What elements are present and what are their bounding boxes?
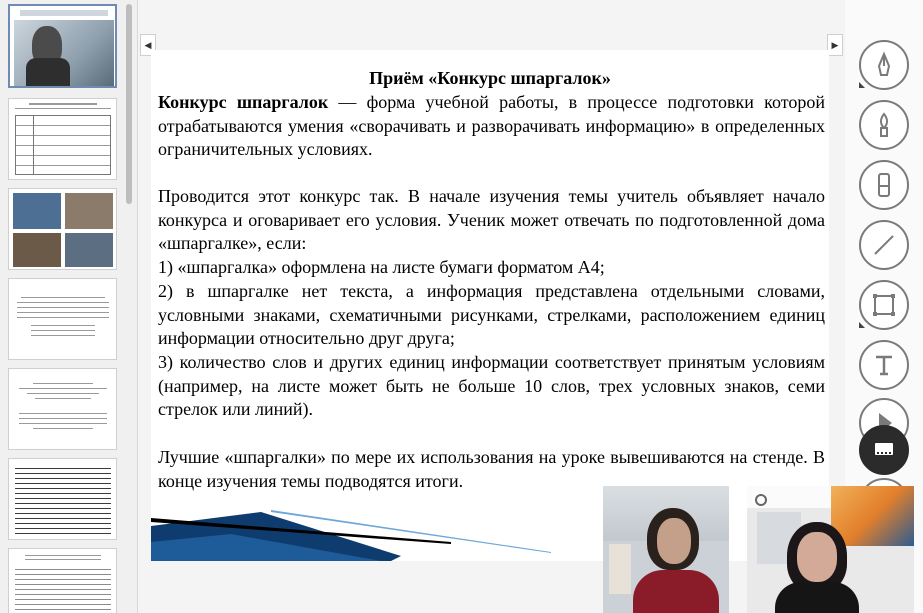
slide-thumbnail-4[interactable] [8,278,117,360]
shape-options-indicator[interactable] [859,322,865,328]
line-icon [870,231,898,259]
slide-thumbnail-5[interactable] [8,368,117,450]
current-slide [151,50,829,561]
slide-thumbnail-7[interactable] [8,548,117,613]
thumbnail-scrollbar[interactable] [124,0,134,613]
slide-thumbnail-panel [0,0,138,613]
text-tool[interactable] [859,340,909,390]
slide-paragraph-1 [158,91,825,162]
screen-share-button[interactable] [859,425,909,475]
mic-muted-icon [755,494,767,506]
brush-tool[interactable] [859,100,909,150]
slide-paragraph-4: 2) в шпаргалке нет текста, а информация представлена отдельными словами, условными знаками, схематичными рисунками, стрелками, расположением единиц информации относительно друг друга; [158,281,825,348]
slide-title: Приём «Конкурс шпаргалок» [369,68,611,88]
slide-paragraph-3: 1) «шпаргалка» оформлена на листе бумаги форматом А4; [158,257,605,277]
slide-paragraph-2: Проводится этот конкурс так. В начале изучения темы учитель объявляет начало конкурса и оговаривает его условия. Ученик может отвечать по подготовленной дома «шпаргалке», если: [158,186,825,253]
slide-paragraph-5: 3) количество слов и других единиц информации соответствует принятым условиям (например, на листе может быть не больше 10 слов, трех условных знаков, семи стрелок или линий). [158,352,825,419]
scrollbar-thumb[interactable] [126,4,132,204]
highlighter-icon [870,171,898,199]
term-bold: Конкурс шпаргалок [158,92,329,112]
rectangle-icon [870,291,898,319]
pen-options-indicator[interactable] [859,82,865,88]
slide-thumbnail-2[interactable] [8,98,117,180]
line-tool[interactable] [859,220,909,270]
brush-icon [870,111,898,139]
pen-icon [870,51,898,79]
next-slide-button[interactable] [827,34,843,56]
pen-tool[interactable] [859,40,909,90]
slide-thumbnail-6[interactable] [8,458,117,540]
text-icon [870,351,898,379]
slide-viewer [139,0,845,613]
chevron-right-icon: ▶ [831,39,839,50]
shape-tool[interactable] [859,280,909,330]
slide-paragraph-6: Лучшие «шпаргалки» по мере их использования на уроке вывешиваются на стенде. В конце изучения темы подводятся итоги. [158,447,825,491]
slide-thumbnail-1[interactable] [8,4,117,88]
chevron-left-icon: ◀ [144,39,152,50]
slide-thumbnail-3[interactable] [8,188,117,270]
participant-video-1[interactable] [603,486,729,613]
participant-video-2[interactable] [747,486,914,613]
screen-icon [870,436,898,464]
term-definition: — форма учебной работы, в процессе подготовки которой отрабатываются умения «сворачивать и разворачивать информацию» в определенных ограничительных условиях. [158,92,825,159]
highlighter-tool[interactable] [859,160,909,210]
